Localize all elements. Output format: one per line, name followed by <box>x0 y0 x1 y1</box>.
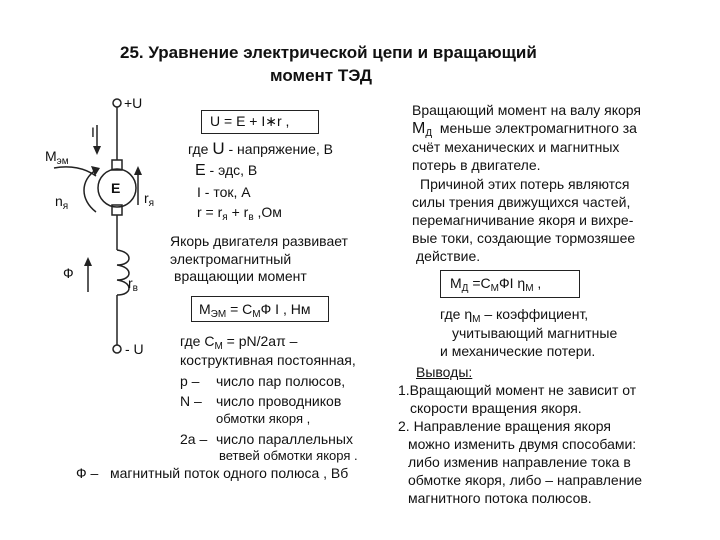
field-resistance-label: $r_в$ <box>128 275 138 294</box>
moment-formula: $M_{ЭМ} = C_MФ$ I , Нм <box>199 301 311 320</box>
conclusion-2: 2. Направление вращения якоря <box>398 418 611 434</box>
constant-flux: Ф – магнитный поток одного полюса , Вб <box>76 465 349 481</box>
conclusion-2b: можно изменить двумя способами: <box>408 436 637 452</box>
conclusion-2e: магнитного потока полюсов. <box>408 490 592 506</box>
definition-i: I - ток, A <box>197 184 251 200</box>
speed-arc <box>84 170 96 212</box>
armature-text-3: вращающии момент <box>174 268 307 284</box>
constant-cm: где $C_M = pN/2a\pi$ – <box>180 333 298 352</box>
right-text-8: вые токи, создающие тормозяшее <box>412 230 636 246</box>
definition-r: $r = r_я + r_в$ ,Ом <box>197 204 282 223</box>
eta-definition-3: и механические потери. <box>440 343 596 359</box>
constant-a: 2a – число параллельных <box>180 431 353 447</box>
right-text-7: перемагничивание якоря и вихре- <box>412 212 634 228</box>
armature-text-2: электромагнитный <box>170 251 292 267</box>
conclusion-1b: скорости вращения якоря. <box>410 400 582 416</box>
armature-resistance-label: $r_я$ <box>144 190 155 209</box>
constant-a-desc: ветвей обмотки якоря . <box>219 448 358 463</box>
current-label: I <box>91 124 95 140</box>
minus-terminal <box>113 345 121 353</box>
right-text-6: силы трения движущихся частей, <box>412 194 631 210</box>
constant-cm-desc: коструктивная постоянная, <box>180 352 356 368</box>
right-text-4: потерь в двигателе. <box>412 157 541 173</box>
shaft-formula: $M_Д =C_MФI$ $\eta_M$ , <box>450 275 542 294</box>
title-line-2: момент ТЭД <box>270 66 373 85</box>
plus-terminal <box>113 99 121 107</box>
minus-u-label: - U <box>125 341 144 357</box>
eta-definition: где $\eta_M$ – коэффициент, <box>440 306 589 325</box>
title-line-1: 25. Уравнение электрической цепи и вращающий <box>120 43 537 62</box>
emf-label: E <box>111 180 121 196</box>
constant-n: N – число проводников <box>180 393 342 409</box>
definition-e: E - эдс, B <box>195 162 258 179</box>
right-text-5: Причиной этих потерь являются <box>420 176 630 192</box>
right-text-2: $M_Д$ меньше электромагнитного за <box>412 120 637 139</box>
speed-label: $n_я$ <box>55 193 69 212</box>
conclusion-2c: либо изменив направление тока в <box>408 454 631 470</box>
conclusion-2d: обмотке якоря, либо – направление <box>408 472 643 488</box>
conclusion-1: 1.Вращающий момент не зависит от <box>398 382 637 398</box>
right-text-3: счёт механических и магнитных <box>412 139 620 155</box>
eta-definition-2: учитывающий магнитные <box>452 325 618 341</box>
constant-n-desc: обмотки якоря , <box>216 411 311 426</box>
constant-p: p – число пар полюсов, <box>180 373 346 389</box>
right-text-1: Вращающий момент на валу якоря <box>412 102 642 118</box>
armature-text-1: Якорь двигателя развивает <box>170 233 348 249</box>
plus-u-label: +U <box>124 95 143 111</box>
flux-label: Ф <box>63 265 74 281</box>
right-text-9: действие. <box>416 248 481 264</box>
moment-label: $M_{эм}$ <box>45 148 69 167</box>
definition-u: где U - напряжение, B <box>188 139 333 158</box>
conclusions-header: Выводы: <box>416 364 473 380</box>
voltage-equation: U = E + I∗r , <box>210 113 290 129</box>
